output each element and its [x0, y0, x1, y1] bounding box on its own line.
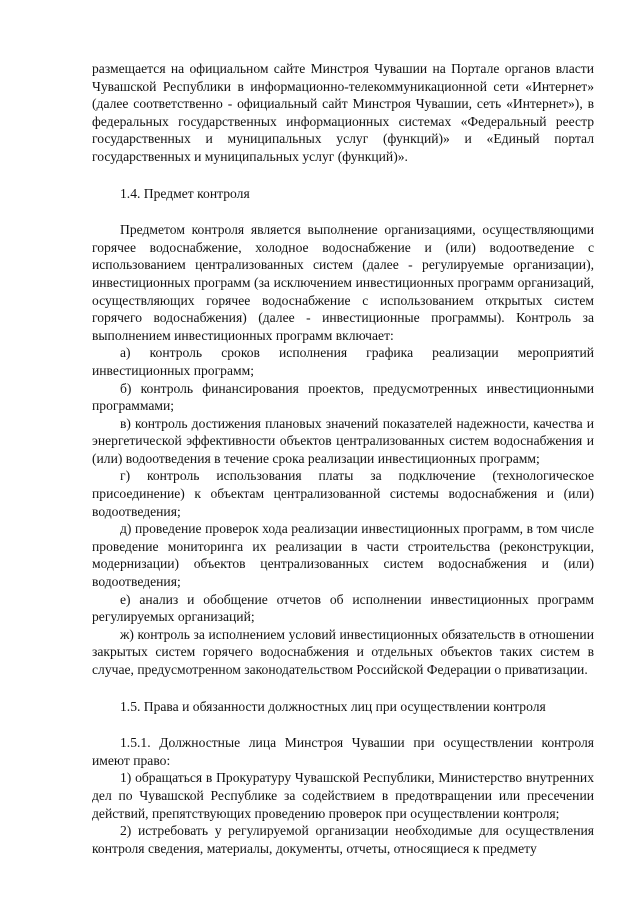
paragraph-subject: Предметом контроля является выполнение организациями, осуществляющими горячее водоснабжение, холодное водоснабжение и (или) водоотведение с использованием централизованных систем (далее - регулируемые организации), инвестиционных программ (за исключением инвестиционных программ организаций, осуществляющих горячее водоснабжение с использованием открытых систем горячего водоснабжения) (далее - инвестиционные программы). Контроль за выполнением инвестиционных программ включает:	[92, 222, 594, 343]
list-item-2: 2) истребовать у регулируемой организации необходимые для осуществления контроля сведения, материалы, документы, отчеты, относящиеся к предмету	[92, 823, 594, 856]
list-item-b: б) контроль финансирования проектов, предусмотренных инвестиционными программами;	[92, 380, 594, 414]
document-page	[92, 60, 594, 857]
section-heading-1-5: 1.5. Права и обязанности должностных лиц при осуществлении контроля	[120, 698, 546, 714]
section-heading-1-4: 1.4. Предмет контроля	[120, 185, 250, 201]
list-item-zh: ж) контроль за исполнением условий инвестиционных обязательств в отношении закрытых систем горячего водоснабжения и отдельных объектов таких систем в случае, предусмотренном законодательством Российской Федерации о приватизации.	[92, 626, 594, 677]
list-item-g: г) контроль использования платы за подключение (технологическое присоединение) к объектам централизованной системы водоснабжения и (или) водоотведения;	[92, 468, 594, 519]
list-item-a: а) контроль сроков исполнения графика реализации мероприятий инвестиционных программ;	[92, 345, 594, 378]
list-item-v: в) контроль достижения плановых значений показателей надежности, качества и энергетической эффективности объектов централизованных систем водоснабжения и (или) водоотведения в течение срока реализации инвестиционных программ;	[92, 415, 594, 466]
paragraph-publication: размещается на официальном сайте Минстроя Чувашии на Портале органов власти Чувашской Республики в информационно-телекоммуникационной сети «Интернет» (далее соответственно - официальный сайт Минстроя Чувашии, сеть «Интернет»), в федеральных государственных информационных системах «Федеральный реестр государственных и муниципальных услуг (функций)» и «Единый портал государственных и муниципальных услуг (функций)».	[92, 61, 594, 164]
list-item-1: 1) обращаться в Прокуратуру Чувашской Республики, Министерство внутренних дел по Чувашской Республике за содействием в предотвращении или пресечении действий, препятствующих проведению проверок при осуществлении контроля;	[92, 770, 594, 821]
list-item-d: д) проведение проверок хода реализации инвестиционных программ, в том числе проведение мониторинга их реализации в части строительства (реконструкции, модернизации) объектов централизованных систем водоснабжения и (или) водоотведения;	[92, 521, 594, 590]
paragraph-1-5-1: 1.5.1. Должностные лица Минстроя Чувашии при осуществлении контроля имеют право:	[92, 735, 594, 768]
list-item-e: е) анализ и обобщение отчетов об исполнении инвестиционных программ регулируемых организаций;	[92, 591, 594, 625]
